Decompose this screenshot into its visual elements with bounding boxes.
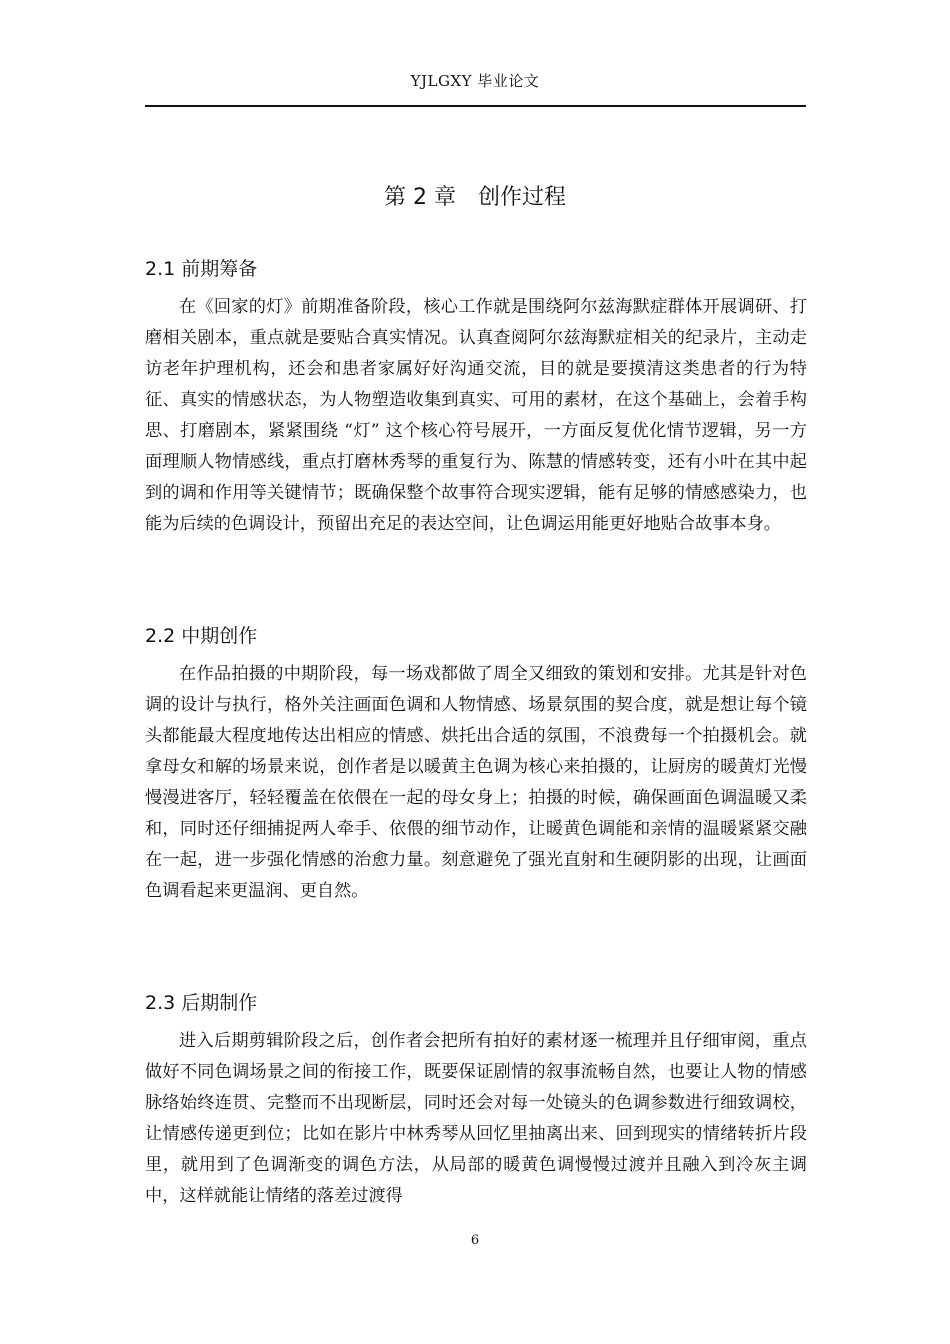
section-heading-2-1: 2.1 前期筹备 <box>145 258 258 280</box>
chapter-title: 第 2 章 创作过程 <box>384 185 566 210</box>
section-heading-2-2: 2.2 中期创作 <box>145 625 258 647</box>
page-number: 6 <box>470 1233 480 1248</box>
section-paragraph-2-3: 进入后期剪辑阶段之后，创作者会把所有拍好的素材逐一梳理并且仔细审阅，重点做好不同色调场景之间的衔接工作，既要保证剧情的叙事流畅自然，也要让人物的情感脉络始终连贯、完整而不出现断层，同时还会对每一处镜头的色调参数进行细致调校，让情感传递更到位；比如在影片中林秀琴从回忆里抽离出来、回到现实的情绪转折片段里，就用到了色调渐变的调色方法，从局部的暖黄色调慢慢过渡并且融入到冷灰主调中，这样就能让情绪的落差过渡得 <box>145 1031 807 1206</box>
section-paragraph-2-2: 在作品拍摄的中期阶段，每一场戏都做了周全又细致的策划和安排。尤其是针对色调的设计与执行，格外关注画面色调和人物情感、场景氛围的契合度，就是想让每个镜头都能最大程度地传达出相应的情感、烘托出合适的氛围，不浪费每一个拍摄机会。就拿母女和解的场景来说，创作者是以暖黄主色调为核心来拍摄的，让厨房的暖黄灯光慢慢漫进客厅，轻轻覆盖在依偎在一起的母女身上；拍摄的时候，确保画面色调温暖又柔和，同时还仔细捕捉两人牵手、依偎的细节动作，让暖黄色调能和亲情的温暖紧紧交融在一起，进一步强化情感的治愈力量。刻意避免了强光直射和生硬阴影的出现，让画面色调看起来更温润、更自然。 <box>145 664 807 901</box>
section-paragraph-2-1: 在《回家的灯》前期准备阶段，核心工作就是围绕阿尔兹海默症群体开展调研、打磨相关剧本，重点就是要贴合真实情况。认真查阅阿尔兹海默症相关的纪录片，主动走访老年护理机构，还会和患者家属好好沟通交流，目的就是要摸清这类患者的行为特征、真实的情感状态，为人物塑造收集到真实、可用的素材，在这个基础上，会着手构思、打磨剧本，紧紧围绕 “灯” 这个核心符号展开，一方面反复优化情节逻辑，另一方面理顺人物情感线，重点打磨林秀琴的重复行为、陈慧的情感转变，还有小叶在其中起到的调和作用等关键情节；既确保整个故事符合现实逻辑，能有足够的情感感染力，也能为后续的色调设计，预留出充足的表达空间，让色调运用能更好地贴合故事本身。 <box>145 297 807 534</box>
running-header: YJLGXY 毕业论文 <box>410 72 540 90</box>
header-rule <box>145 105 806 107</box>
section-heading-2-3: 2.3 后期制作 <box>145 992 258 1014</box>
